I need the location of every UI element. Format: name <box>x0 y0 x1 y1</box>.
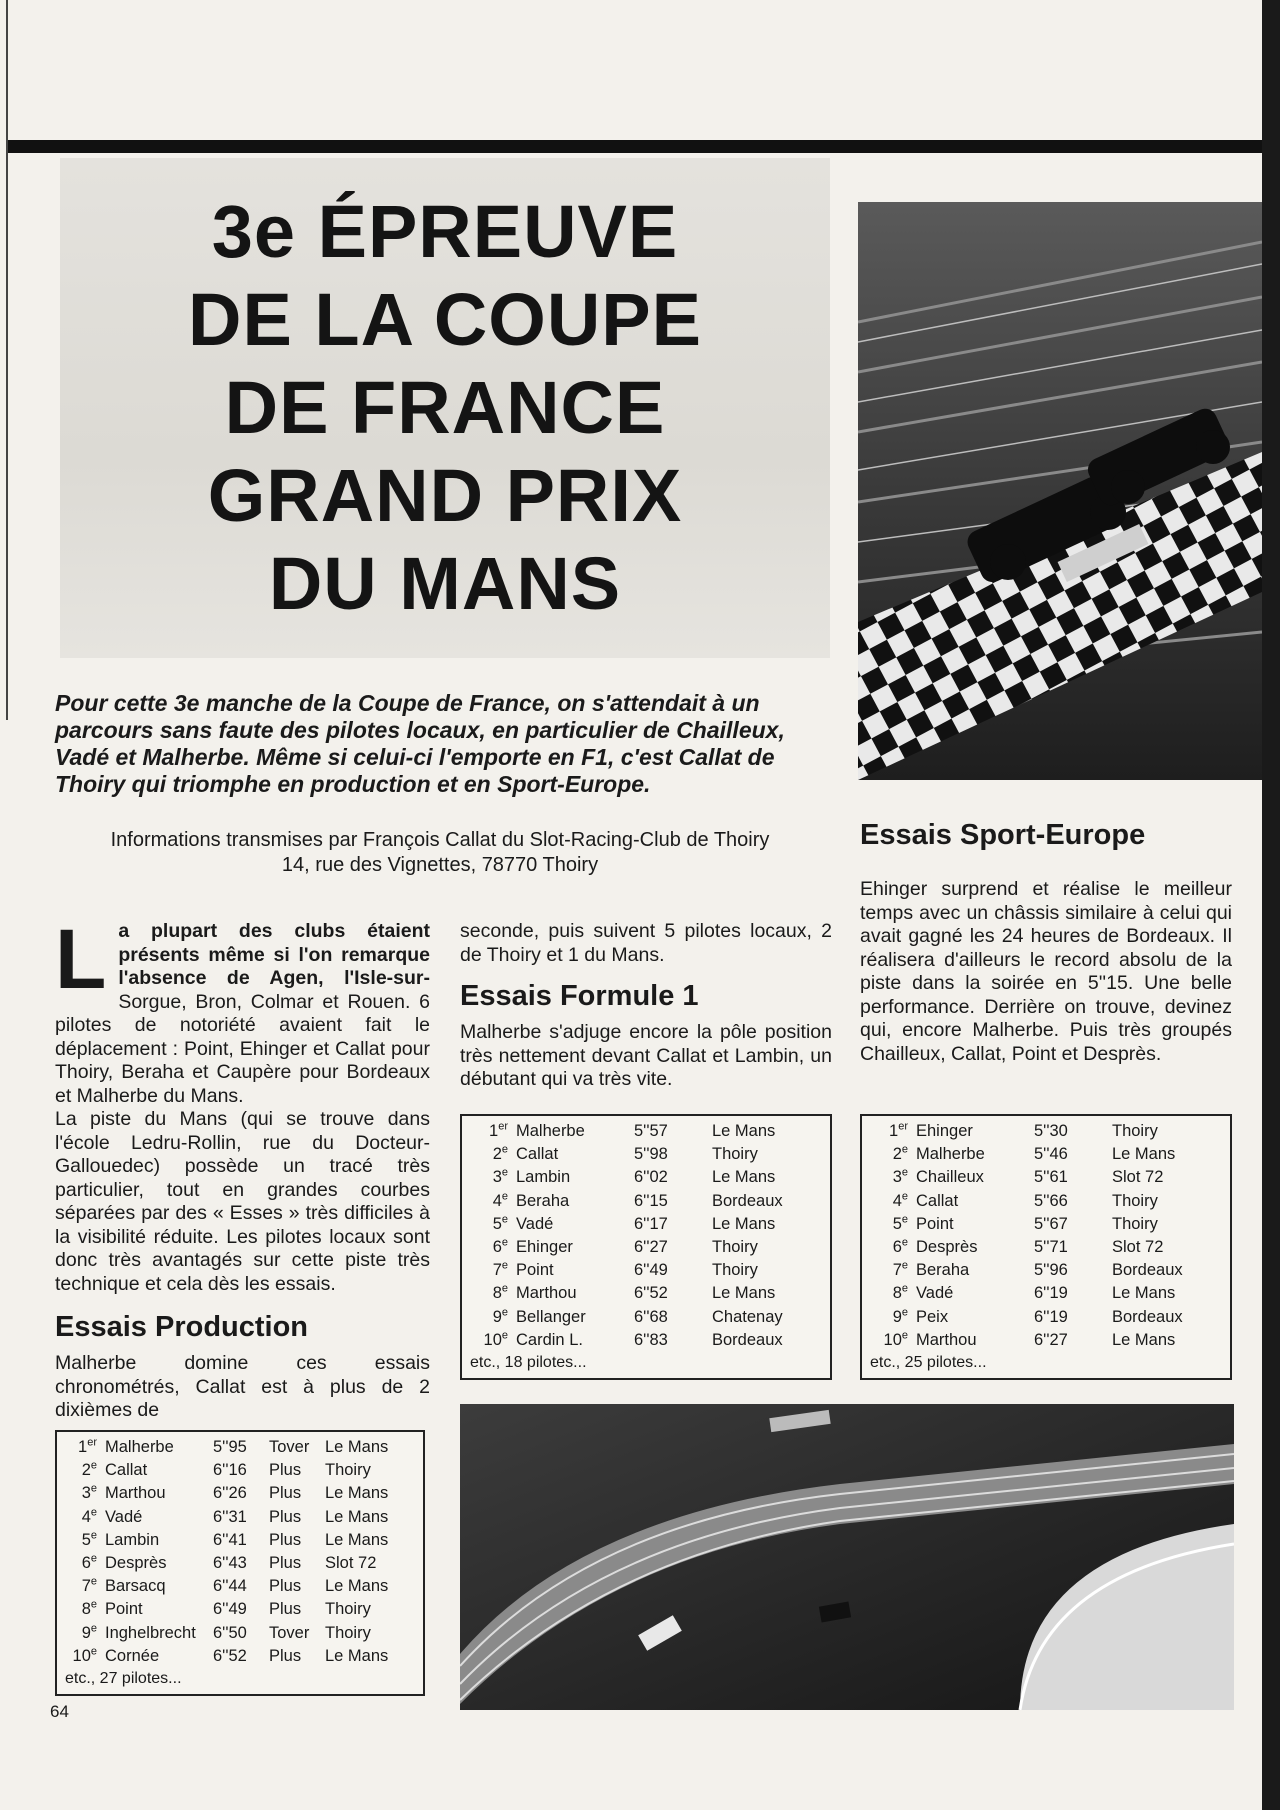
table-row <box>876 1166 1187 1189</box>
cell-club: Slot 72 <box>1112 1238 1164 1257</box>
cell-club: Le Mans <box>1112 1145 1176 1164</box>
cell-time: 5''61 <box>1034 1168 1068 1187</box>
cell-driver: Marthou <box>916 1330 977 1349</box>
cell-club: Thoiry <box>712 1238 758 1257</box>
results-table <box>65 1436 392 1668</box>
rank-number: 2 <box>492 1145 502 1164</box>
rank-number: 2 <box>892 1145 902 1164</box>
cell-chassis: Tover <box>269 1438 310 1456</box>
cell-rank <box>65 1552 101 1575</box>
cell-time: 5''98 <box>634 1145 668 1164</box>
credit-line: Informations transmises par François Callat du Slot-Racing-Club de Thoiry <box>110 829 770 851</box>
table-row <box>476 1213 787 1236</box>
cell-chassis: Plus <box>269 1507 302 1526</box>
cell-driver: Callat <box>516 1145 559 1164</box>
rank-number: 6 <box>81 1554 91 1573</box>
table-row <box>65 1506 392 1529</box>
rank-suffix: e <box>901 1259 908 1272</box>
cell-driver: Vadé <box>916 1284 954 1303</box>
table-row <box>65 1575 392 1598</box>
heading-essais-production: Essais Production <box>55 1311 309 1343</box>
paragraph: Sorgue, Bron, Colmar et Rouen. 6 pilotes de notoriété avaient fait le déplacement : Point, Ehinger et Callat pour Thoiry, Beraha et Caupère pour Bordeaux et Malherbe du Mans. <box>55 990 430 1107</box>
table-footer: etc., 27 pilotes... <box>65 1670 182 1688</box>
cell-club: Thoiry <box>1112 1122 1158 1140</box>
cell-rank <box>476 1166 512 1189</box>
table-row <box>65 1459 392 1482</box>
rank-suffix: e <box>90 1482 97 1495</box>
cell-driver: Callat <box>916 1191 959 1210</box>
cell-time: 6''19 <box>1034 1284 1068 1303</box>
cell-club: Chatenay <box>712 1307 783 1326</box>
table-row <box>876 1236 1187 1259</box>
cell-rank <box>65 1482 101 1505</box>
cell-club: Le Mans <box>712 1284 776 1303</box>
cell-rank <box>476 1120 512 1143</box>
page-number: 64 <box>50 1702 69 1721</box>
rank-number: 3 <box>81 1484 91 1503</box>
table-row <box>876 1259 1187 1282</box>
rank-number: 1 <box>489 1122 499 1140</box>
rank-suffix: e <box>90 1575 97 1588</box>
rank-number: 9 <box>81 1623 91 1642</box>
rank-suffix: e <box>501 1190 508 1203</box>
cell-club: Bordeaux <box>1112 1261 1183 1280</box>
cell-time: 6''41 <box>213 1530 247 1549</box>
cell-driver: Beraha <box>516 1191 570 1210</box>
paragraph: Ehinger surprend et réalise le meilleur temps avec un châssis similaire à celui qui avait gagné les 24 heures de Bordeaux. Il réalisera d'ailleurs le record absolu de la piste dans la soirée en 5''15. Une belle performance. Derrière on trouve, devinez qui, encore Malherbe. Puis très groupés Chailleux, Callat, Point et Desprès. <box>860 878 1232 1065</box>
rank-number: 10 <box>72 1646 91 1665</box>
cell-rank <box>65 1436 101 1459</box>
cell-time: 6''17 <box>634 1214 668 1233</box>
rank-suffix: e <box>501 1143 508 1156</box>
rank-number: 4 <box>492 1191 502 1210</box>
cell-time: 6''83 <box>634 1330 668 1349</box>
cell-rank <box>876 1329 912 1352</box>
cell-driver: Point <box>916 1214 954 1233</box>
cell-club: Thoiry <box>712 1261 758 1280</box>
cell-chassis: Plus <box>269 1484 302 1503</box>
results-table-sport-europe <box>860 1114 1232 1380</box>
column-3 <box>860 818 1232 1066</box>
cell-time: 5''96 <box>1034 1261 1068 1280</box>
cell-club: Le Mans <box>325 1646 389 1665</box>
cell-time: 6''19 <box>1034 1307 1068 1326</box>
cell-rank <box>65 1506 101 1529</box>
table-row <box>476 1329 787 1352</box>
rank-number: 7 <box>81 1577 91 1596</box>
cell-rank <box>476 1329 512 1352</box>
page-edge-shadow <box>1262 0 1280 1810</box>
cell-rank <box>65 1529 101 1552</box>
rank-suffix: e <box>90 1459 97 1472</box>
results-table <box>876 1120 1187 1352</box>
cell-time: 5''67 <box>1034 1214 1068 1233</box>
rank-suffix: e <box>90 1622 97 1635</box>
table-row <box>476 1306 787 1329</box>
cell-club: Bordeaux <box>712 1191 783 1210</box>
rank-suffix: e <box>90 1552 97 1565</box>
cell-driver: Vadé <box>105 1507 143 1526</box>
cell-driver: Cornée <box>105 1646 160 1665</box>
rank-suffix: e <box>501 1282 508 1295</box>
rank-suffix: e <box>501 1166 508 1179</box>
table-row <box>65 1436 392 1459</box>
cell-driver: Callat <box>105 1461 148 1480</box>
cell-time: 6''52 <box>634 1284 668 1303</box>
paragraph: Malherbe domine ces essais chronométrés, Callat est à plus de 2 dixièmes de <box>55 1352 430 1421</box>
results-table-f1 <box>460 1114 832 1380</box>
cell-time: 5''46 <box>1034 1145 1068 1164</box>
rank-number: 5 <box>81 1530 91 1549</box>
column-1 <box>55 912 430 1423</box>
table-row <box>65 1645 392 1668</box>
rank-suffix: e <box>501 1213 508 1226</box>
cell-rank <box>65 1575 101 1598</box>
table-row <box>65 1529 392 1552</box>
rank-number: 1 <box>889 1122 899 1140</box>
table-footer: etc., 25 pilotes... <box>870 1354 987 1372</box>
rank-number: 7 <box>492 1261 502 1280</box>
rank-suffix: e <box>901 1190 908 1203</box>
cell-driver: Barsacq <box>105 1577 166 1596</box>
results-table-production <box>55 1430 425 1696</box>
cell-rank <box>65 1598 101 1621</box>
cell-driver: Marthou <box>516 1284 577 1303</box>
rank-suffix: e <box>90 1506 97 1519</box>
cell-club: Le Mans <box>712 1214 776 1233</box>
cell-rank <box>476 1259 512 1282</box>
cell-driver: Malherbe <box>516 1122 585 1140</box>
cell-club: Thoiry <box>1112 1191 1158 1210</box>
heading-essais-sport-europe: Essais Sport-Europe <box>860 819 1146 851</box>
cell-time: 6''27 <box>1034 1330 1068 1349</box>
cell-driver: Malherbe <box>916 1145 985 1164</box>
cell-club: Thoiry <box>325 1623 371 1642</box>
rank-suffix: e <box>90 1598 97 1611</box>
rank-number: 8 <box>892 1284 902 1303</box>
cell-rank <box>876 1259 912 1282</box>
cell-rank <box>476 1190 512 1213</box>
rank-suffix: e <box>501 1306 508 1319</box>
cell-rank <box>476 1213 512 1236</box>
cell-time: 6''31 <box>213 1507 247 1526</box>
cell-rank <box>476 1143 512 1166</box>
table-footer: etc., 18 pilotes... <box>470 1354 587 1372</box>
cell-driver: Inghelbrecht <box>105 1623 196 1642</box>
rank-number: 4 <box>81 1507 91 1526</box>
rank-suffix: e <box>501 1236 508 1249</box>
rank-number: 5 <box>492 1214 502 1233</box>
cell-chassis: Plus <box>269 1554 302 1573</box>
cell-time: 6''49 <box>634 1261 668 1280</box>
cell-club: Thoiry <box>1112 1214 1158 1233</box>
rank-number: 1 <box>78 1438 88 1456</box>
table-row <box>65 1598 392 1621</box>
cell-club: Le Mans <box>712 1168 776 1187</box>
rank-number: 4 <box>892 1191 902 1210</box>
results-table <box>476 1120 787 1352</box>
cell-time: 5''71 <box>1034 1238 1068 1257</box>
cell-driver: Peix <box>916 1307 949 1326</box>
cell-driver: Beraha <box>916 1261 970 1280</box>
rank-suffix: e <box>901 1329 908 1342</box>
rank-suffix: er <box>87 1436 97 1449</box>
rank-suffix: e <box>501 1329 508 1342</box>
cell-chassis: Plus <box>269 1530 302 1549</box>
title-line: GRAND PRIX <box>207 454 683 537</box>
table-row <box>876 1282 1187 1305</box>
rank-number: 8 <box>81 1600 91 1619</box>
credit-address: 14, rue des Vignettes, 78770 Thoiry <box>281 854 599 876</box>
table-row <box>876 1190 1187 1213</box>
rank-suffix: e <box>901 1143 908 1156</box>
cell-driver: Ehinger <box>516 1238 573 1257</box>
cell-club: Le Mans <box>325 1438 389 1456</box>
title-line: 3e ÉPREUVE <box>211 190 679 273</box>
table-row <box>476 1282 787 1305</box>
cell-chassis: Plus <box>269 1646 302 1665</box>
cell-rank <box>876 1282 912 1305</box>
table-row <box>876 1329 1187 1352</box>
cell-club: Le Mans <box>1112 1330 1176 1349</box>
rank-suffix: e <box>901 1306 908 1319</box>
cell-rank <box>876 1166 912 1189</box>
table-row <box>876 1213 1187 1236</box>
cell-time: 6''49 <box>213 1600 247 1619</box>
cell-club: Thoiry <box>325 1600 371 1619</box>
cell-time: 5''95 <box>213 1438 247 1456</box>
cell-time: 6''52 <box>213 1646 247 1665</box>
table-row <box>876 1120 1187 1143</box>
cell-driver: Lambin <box>105 1530 160 1549</box>
cell-time: 6''68 <box>634 1307 668 1326</box>
cell-rank <box>876 1120 912 1143</box>
cell-driver: Lambin <box>516 1168 571 1187</box>
rank-suffix: e <box>90 1645 97 1658</box>
cell-club: Le Mans <box>325 1507 389 1526</box>
cell-rank <box>476 1236 512 1259</box>
article-credit <box>55 828 825 878</box>
cell-driver: Desprès <box>916 1238 978 1257</box>
photo-track-curve <box>460 1404 1234 1710</box>
table-row <box>476 1259 787 1282</box>
cell-chassis: Plus <box>269 1461 302 1480</box>
table-row <box>476 1190 787 1213</box>
paragraph: seconde, puis suivent 5 pilotes locaux, 2 de Thoiry et 1 du Mans. <box>460 920 832 966</box>
cell-driver: Malherbe <box>105 1438 174 1456</box>
cell-club: Le Mans <box>325 1530 389 1549</box>
cell-driver: Chailleux <box>916 1168 984 1187</box>
cell-driver: Point <box>105 1600 143 1619</box>
cell-time: 6''26 <box>213 1484 247 1503</box>
cell-time: 6''02 <box>634 1168 668 1187</box>
rank-number: 6 <box>892 1238 902 1257</box>
left-rule <box>6 0 8 720</box>
cell-time: 6''15 <box>634 1191 668 1210</box>
cell-time: 5''66 <box>1034 1191 1068 1210</box>
table-row <box>876 1143 1187 1166</box>
cell-driver: Vadé <box>516 1214 554 1233</box>
cell-club: Thoiry <box>712 1145 758 1164</box>
rank-number: 7 <box>892 1261 902 1280</box>
cell-driver: Marthou <box>105 1484 166 1503</box>
photo-start-grid <box>858 202 1262 780</box>
rank-suffix: er <box>898 1120 908 1133</box>
rank-suffix: e <box>501 1259 508 1272</box>
intro-bold: a plupart des clubs étaient présents même si l'on remarque l'absence de Agen, l'Isle-sur- <box>118 920 430 989</box>
cell-club: Slot 72 <box>1112 1168 1164 1187</box>
cell-rank <box>876 1236 912 1259</box>
rank-number: 10 <box>883 1330 902 1349</box>
cell-rank <box>65 1459 101 1482</box>
cell-chassis: Plus <box>269 1577 302 1596</box>
title-line: DU MANS <box>268 542 622 625</box>
table-row <box>65 1552 392 1575</box>
table-row <box>65 1622 392 1645</box>
table-row <box>876 1306 1187 1329</box>
rank-suffix: e <box>901 1236 908 1249</box>
article-lead: Pour cette 3e manche de la Coupe de France, on s'attendait à un parcours sans faute des pilotes locaux, en particulier de Chailleux, Vadé et Malherbe. Même si celui-ci l'emporte en F1, c'est Callat de Thoiry qui triomphe en production et en Sport-Europe. <box>55 690 785 797</box>
drop-cap: L <box>55 912 107 1006</box>
cell-club: Thoiry <box>325 1461 371 1480</box>
rank-suffix: er <box>498 1120 508 1133</box>
cell-time: 6''27 <box>634 1238 668 1257</box>
cell-driver: Cardin L. <box>516 1330 583 1349</box>
cell-chassis: Tover <box>269 1623 310 1642</box>
cell-time: 6''50 <box>213 1623 247 1642</box>
cell-driver: Point <box>516 1261 554 1280</box>
cell-rank <box>876 1190 912 1213</box>
cell-rank <box>65 1645 101 1668</box>
rank-number: 10 <box>483 1330 502 1349</box>
cell-time: 6''44 <box>213 1577 247 1596</box>
rank-number: 3 <box>892 1168 902 1187</box>
cell-driver: Bellanger <box>516 1307 586 1326</box>
rank-suffix: e <box>901 1166 908 1179</box>
cell-club: Bordeaux <box>712 1330 783 1349</box>
table-row <box>65 1482 392 1505</box>
cell-club: Slot 72 <box>325 1554 377 1573</box>
cell-rank <box>876 1213 912 1236</box>
paragraph: Malherbe s'adjuge encore la pôle position très nettement devant Callat et Lambin, un débutant qui va très vite. <box>460 1021 832 1090</box>
table-row <box>476 1120 787 1143</box>
rank-suffix: e <box>901 1213 908 1226</box>
cell-time: 6''16 <box>213 1461 247 1480</box>
cell-rank <box>876 1306 912 1329</box>
title-line: DE FRANCE <box>224 366 666 449</box>
cell-rank <box>65 1622 101 1645</box>
cell-time: 6''43 <box>213 1554 247 1573</box>
cell-chassis: Plus <box>269 1600 302 1619</box>
cell-club: Le Mans <box>325 1484 389 1503</box>
rank-number: 9 <box>492 1307 502 1326</box>
rank-suffix: e <box>90 1529 97 1542</box>
heading-essais-formule-1: Essais Formule 1 <box>460 980 699 1012</box>
cell-rank <box>876 1143 912 1166</box>
cell-time: 5''30 <box>1034 1122 1068 1140</box>
cell-club: Le Mans <box>712 1122 776 1140</box>
table-row <box>476 1143 787 1166</box>
rank-number: 6 <box>492 1238 502 1257</box>
rank-number: 9 <box>892 1307 902 1326</box>
cell-time: 5''57 <box>634 1122 668 1140</box>
rank-number: 5 <box>892 1214 902 1233</box>
top-rule <box>8 140 1280 153</box>
cell-club: Bordeaux <box>1112 1307 1183 1326</box>
rank-number: 3 <box>492 1168 502 1187</box>
article-title <box>60 188 830 628</box>
table-row <box>476 1236 787 1259</box>
cell-driver: Ehinger <box>916 1122 973 1140</box>
rank-suffix: e <box>901 1282 908 1295</box>
cell-driver: Desprès <box>105 1554 167 1573</box>
cell-rank <box>476 1282 512 1305</box>
table-row <box>476 1166 787 1189</box>
rank-number: 2 <box>81 1461 91 1480</box>
column-2 <box>460 920 832 1092</box>
cell-rank <box>476 1306 512 1329</box>
cell-club: Le Mans <box>1112 1284 1176 1303</box>
rank-number: 8 <box>492 1284 502 1303</box>
cell-club: Le Mans <box>325 1577 389 1596</box>
paragraph: La piste du Mans (qui se trouve dans l'école Ledru-Rollin, rue du Docteur-Gallouedec) possède un tracé très particulier, tout en grandes courbes séparées par des « Esses » très difficiles à la visibilité réduite. Les pilotes locaux sont donc très avantagés sur cette piste très technique et cela dès les essais. <box>55 1108 430 1295</box>
title-line: DE LA COUPE <box>188 278 702 361</box>
